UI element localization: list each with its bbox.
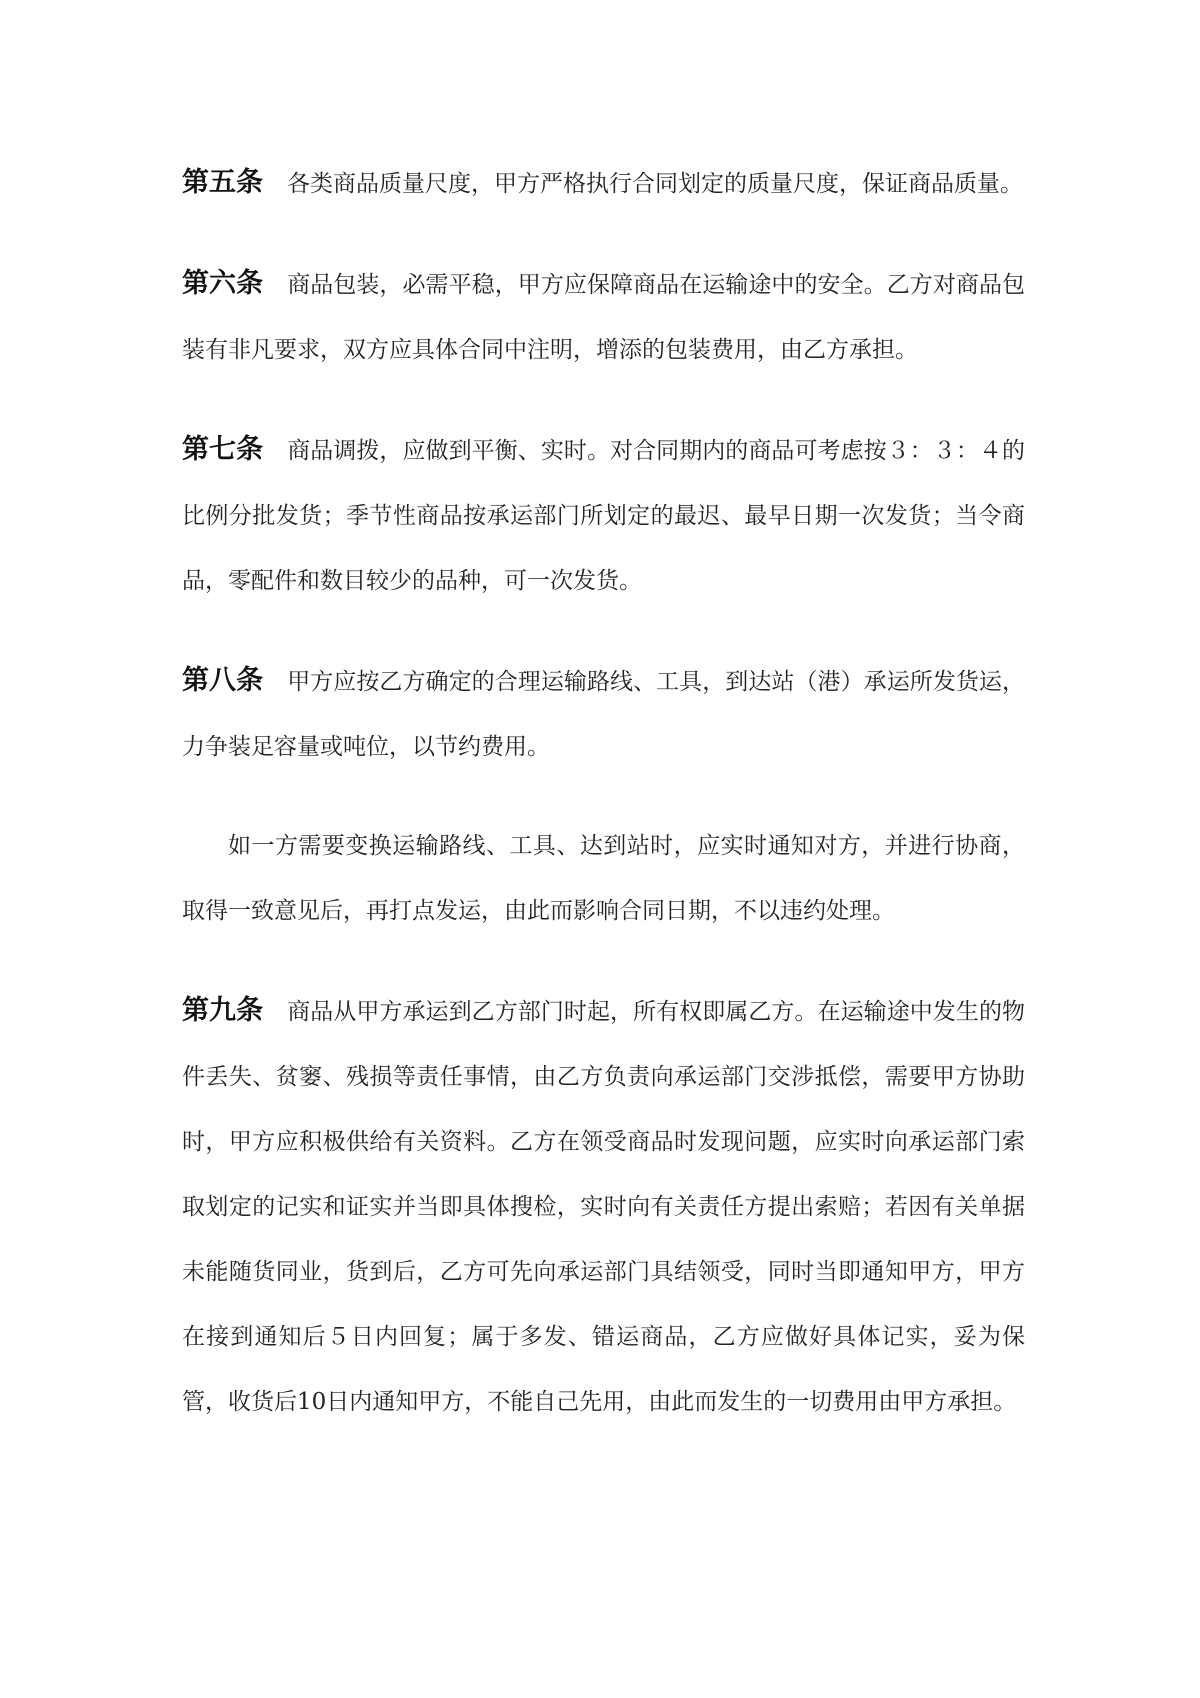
clause-8-paragraph — [182, 814, 1025, 944]
clause-text: 商品从甲方承运到乙方部门时起，所有权即属乙方。在运输途中发生的物件丢失、贫窭、残损等责任事情，由乙方负责向承运部门交涉抵偿，需要甲方协助时，甲方应积极供给有关资料。乙方在领受商品时发现问题，应实时向承运部门索取划定的记实和证实并当即具体搜检，实时向有关责任方提出索赔；若因有关单据未能随货同业，货到后，乙方可先向承运部门具结领受，同时当即通知甲方，甲方在接到通知后５日内回复；属于多发、错运商品，乙方应做好具体记实，妥为保管，收货后10日内通知甲方，不能自己先用，由此而发生的一切费用由甲方承担。 — [182, 999, 1026, 1415]
clause-7 — [182, 417, 1025, 614]
clause-8 — [182, 648, 1025, 780]
clause-heading: 第八条 — [182, 665, 264, 696]
clause-5 — [182, 150, 1025, 217]
clause-heading: 第五条 — [182, 167, 263, 198]
clause-heading: 第九条 — [182, 995, 264, 1026]
clause-text: 商品包装，必需平稳，甲方应保障商品在运输途中的安全。乙方对商品包装有非凡要求，双方应具体合同中注明，增添的包装费用，由乙方承担。 — [182, 272, 1026, 363]
clause-9 — [182, 978, 1025, 1435]
clause-6 — [182, 251, 1025, 383]
clause-text: 商品调拨，应做到平衡、实时。对合同期内的商品可考虑按３：３：４的比例分批发货；季节性商品按承运部门所划定的最迟、最早日期一次发货；当令商品，零配件和数目较少的品种，可一次发货。 — [182, 438, 1026, 594]
clause-heading: 第七条 — [182, 434, 264, 465]
clause-text: 甲方应按乙方确定的合理运输路线、工具，到达站（港）承运所发货运，力争装足容量或吨位，以节约费用。 — [182, 669, 1026, 760]
clause-text: 各类商品质量尺度，甲方严格执行合同划定的质量尺度，保证商品质量。 — [287, 171, 1023, 197]
clause-text: 如一方需要变换运输路线、工具、达到站时，应实时通知对方，并进行协商，取得一致意见后，再打点发运，由此而影响合同日期，不以违约处理。 — [182, 833, 1025, 924]
document-body — [182, 150, 1025, 1469]
clause-heading: 第六条 — [182, 268, 264, 299]
